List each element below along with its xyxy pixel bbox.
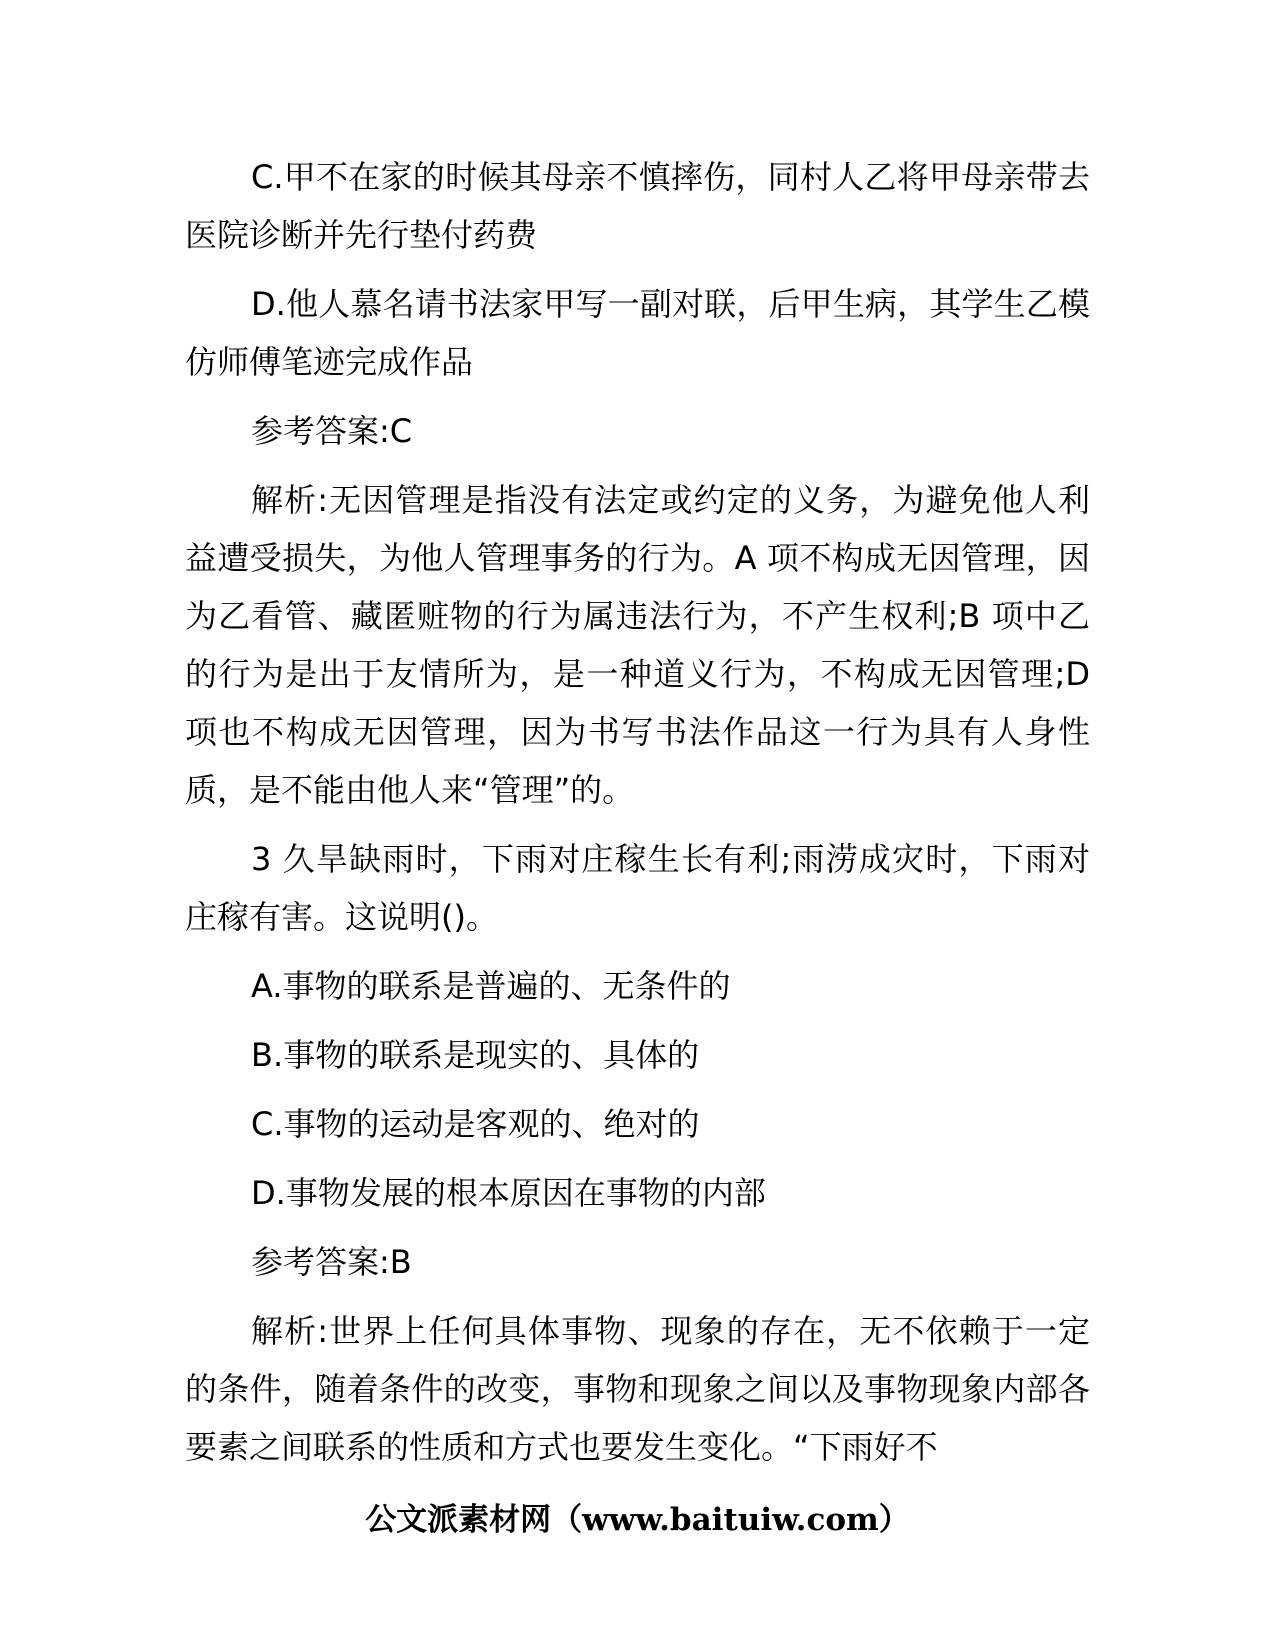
option-c-paragraph: C.甲不在家的时候其母亲不慎摔伤，同村人乙将甲母亲带去医院诊断并先行垫付药费 — [185, 158, 1090, 254]
option-c-paragraph: C.事物的运动是客观的、绝对的 — [251, 1105, 700, 1143]
option-d-paragraph: D.他人慕名请书法家甲写一副对联，后甲生病，其学生乙模仿师傅笔迹完成作品 — [185, 285, 1090, 381]
answer-paragraph: 参考答案:C — [251, 412, 413, 450]
page-footer: 公文派素材网（www.baituiw.com） — [365, 1502, 910, 1538]
answer-paragraph: 参考答案:B — [251, 1243, 412, 1281]
option-b-paragraph: B.事物的联系是现实的、具体的 — [251, 1036, 700, 1074]
option-d-paragraph: D.事物发展的根本原因在事物的内部 — [251, 1174, 766, 1212]
question-paragraph: 3 久旱缺雨时，下雨对庄稼生长有利;雨涝成灾时，下雨对庄稼有害。这说明()。 — [185, 840, 1090, 936]
analysis-paragraph: 解析:无因管理是指没有法定或约定的义务，为避免他人利益遭受损失，为他人管理事务的行为。A 项不构成无因管理，因为乙看管、藏匿赃物的行为属违法行为，不产生权利;B 项中乙的行为是出于友情所为，是一种道义行为，不构成无因管理;D 项也不构成无因管理，因为书写书法作品这一行为具有人身性质，是不能由他人来“管理”的。 — [185, 481, 1090, 809]
document-body — [185, 148, 1090, 1487]
option-a-paragraph: A.事物的联系是普遍的、无条件的 — [251, 967, 731, 1005]
analysis-paragraph: 解析:世界上任何具体事物、现象的存在，无不依赖于一定的条件，随着条件的改变，事物和现象之间以及事物现象内部各要素之间联系的性质和方式也要发生变化。“下雨好不 — [185, 1312, 1090, 1466]
